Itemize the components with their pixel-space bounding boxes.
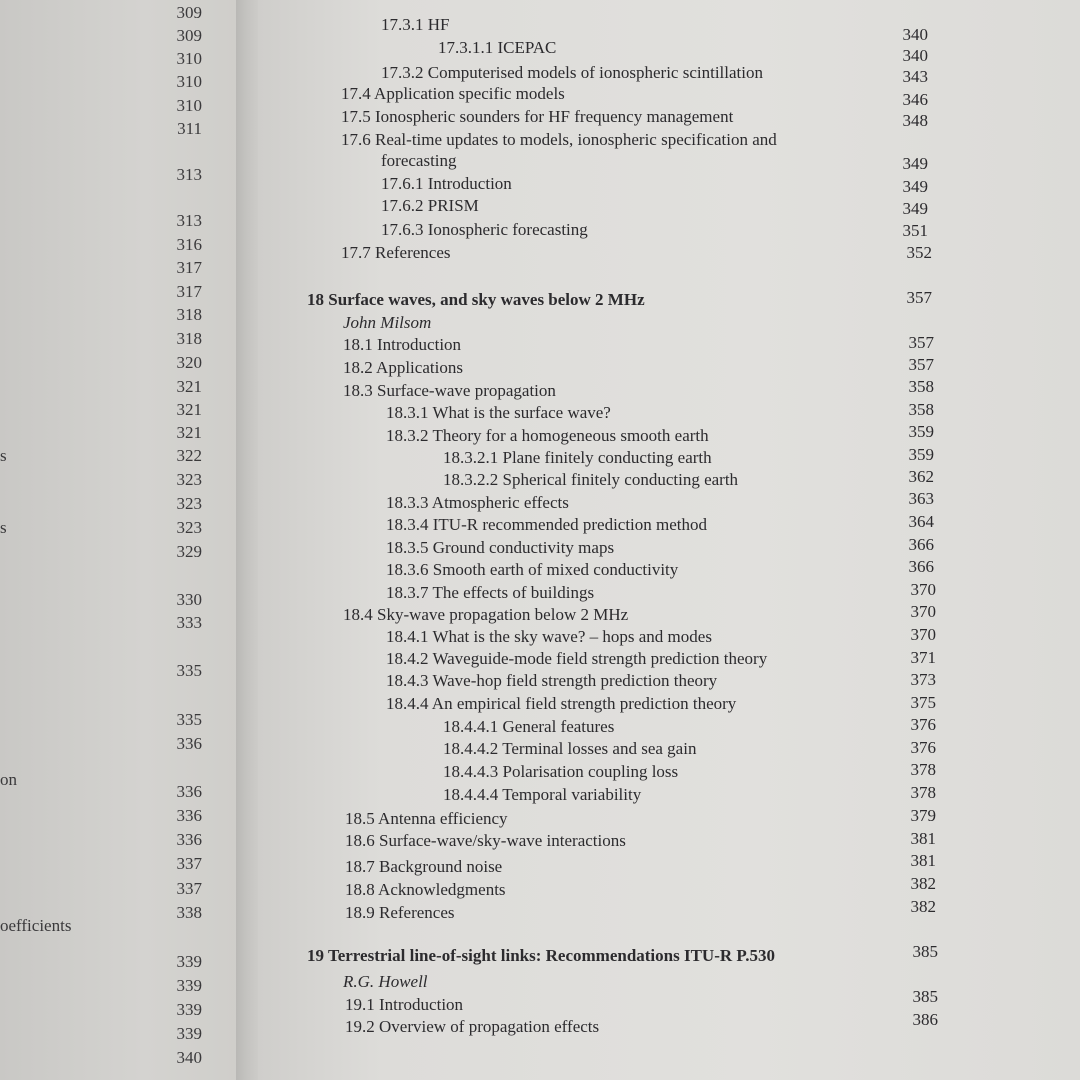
toc-author: R.G. Howell: [343, 972, 428, 991]
left-page-number: 338: [176, 903, 202, 922]
toc-page-number: 366: [908, 535, 934, 554]
left-page-number: 321: [176, 377, 202, 396]
toc-page-number: 346: [902, 90, 928, 109]
toc-entry: 18.3 Surface-wave propagation: [343, 381, 556, 400]
left-page-number: 329: [176, 542, 202, 561]
toc-entry: 18.4.4 An empirical field strength prediction theory: [386, 694, 737, 713]
toc-entry: 18.4.2 Waveguide-mode field strength prediction theory: [386, 649, 768, 668]
toc-author: John Milsom: [343, 313, 432, 332]
toc-entry: 18.3.4 ITU-R recommended prediction method: [386, 515, 708, 534]
left-page-number: 310: [176, 96, 202, 115]
toc-entry: 18.9 References: [345, 903, 455, 922]
left-page-text-fragment: s: [0, 446, 7, 465]
toc-page-number: 362: [908, 467, 934, 486]
toc-entry: 18.3.5 Ground conductivity maps: [386, 538, 615, 557]
toc-entry: 17.4 Application specific models: [341, 84, 565, 103]
left-page-number: 323: [176, 470, 202, 489]
left-page-number: 323: [176, 494, 202, 513]
toc-entry: 18.5 Antenna efficiency: [345, 809, 508, 828]
toc-page-number: 340: [902, 46, 928, 65]
left-page-number: 337: [176, 854, 202, 873]
toc-page-number: 359: [908, 422, 934, 441]
toc-page-number: 352: [906, 243, 932, 262]
toc-entry: 18.7 Background noise: [345, 857, 503, 876]
left-page-number: 333: [176, 613, 202, 632]
toc-page-number: 348: [902, 111, 928, 130]
toc-entry: 17.3.1 HF: [381, 15, 450, 34]
toc-entry: 18.3.7 The effects of buildings: [386, 583, 595, 602]
left-page-number: 309: [176, 3, 202, 22]
toc-chapter-heading: 18 Surface waves, and sky waves below 2 MHz: [307, 290, 645, 309]
toc-page-number: 357: [906, 288, 932, 307]
toc-page-number: 358: [908, 377, 934, 396]
left-page-number: 330: [176, 590, 202, 609]
toc-page-number: 363: [908, 489, 934, 508]
toc-page-number: 371: [910, 648, 936, 667]
left-page-number: 335: [176, 661, 202, 680]
left-page-number: 335: [176, 710, 202, 729]
toc-page-number: 379: [910, 806, 936, 825]
toc-page-number: 370: [910, 625, 936, 644]
left-page-number: 336: [176, 806, 202, 825]
toc-page-number: 349: [902, 154, 928, 173]
toc-entry: 18.8 Acknowledgments: [345, 880, 506, 899]
toc-page-number: 359: [908, 445, 934, 464]
toc-entry: 18.1 Introduction: [343, 335, 462, 354]
left-page-text-fragment: s: [0, 518, 7, 537]
toc-entry: forecasting: [381, 151, 457, 170]
left-page-number: 339: [176, 976, 202, 995]
toc-page-number: 340: [902, 25, 928, 44]
toc-page-number: 357: [908, 355, 934, 374]
left-page-number: 337: [176, 879, 202, 898]
left-page-number: 323: [176, 518, 202, 537]
left-page-text-fragment: on: [0, 770, 17, 789]
toc-entry: 18.2 Applications: [343, 358, 463, 377]
toc-entry: 19.2 Overview of propagation effects: [345, 1017, 600, 1036]
toc-page-number: 382: [910, 897, 936, 916]
left-page-number: 317: [176, 282, 202, 301]
toc-entry: 18.4.4.3 Polarisation coupling loss: [443, 762, 679, 781]
toc-page-number: 386: [912, 1010, 938, 1029]
left-page-number: 318: [176, 329, 202, 348]
toc-entry: 17.3.2 Computerised models of ionospheric scintillation: [381, 63, 763, 82]
toc-entry: 18.3.2 Theory for a homogeneous smooth earth: [386, 426, 709, 445]
toc-entry: 17.6.1 Introduction: [381, 174, 512, 193]
left-page-number: 340: [176, 1048, 202, 1067]
toc-page-number: 375: [910, 693, 936, 712]
left-page-number: 322: [176, 446, 202, 465]
toc-entry: 18.3.1 What is the surface wave?: [386, 403, 611, 422]
left-page-number: 311: [177, 119, 202, 138]
left-page-number: 336: [176, 782, 202, 801]
toc-page-number: 351: [902, 221, 928, 240]
toc-page-number: 364: [908, 512, 934, 531]
left-page-number: 317: [176, 258, 202, 277]
toc-page-number: 381: [910, 829, 936, 848]
left-page-number: 321: [176, 423, 202, 442]
toc-page-number: 373: [910, 670, 936, 689]
left-page-number: 336: [176, 734, 202, 753]
toc-entry: 17.6 Real-time updates to models, ionospheric specification and: [341, 130, 777, 149]
toc-page-number: 376: [910, 738, 936, 757]
toc-page-number: 343: [902, 67, 928, 86]
toc-entry: 18.3.2.1 Plane finitely conducting earth: [443, 448, 712, 467]
toc-entry: 18.4.4.4 Temporal variability: [443, 785, 642, 804]
left-page-number: 310: [176, 72, 202, 91]
toc-entry: 18.3.3 Atmospheric effects: [386, 493, 569, 512]
toc-entry: 18.4 Sky-wave propagation below 2 MHz: [343, 605, 629, 624]
left-page-number: 321: [176, 400, 202, 419]
left-page-number: 313: [176, 165, 202, 184]
toc-entry: 17.3.1.1 ICEPAC: [438, 38, 557, 57]
toc-page-number: 385: [912, 987, 938, 1006]
toc-entry: 17.6.2 PRISM: [381, 196, 479, 215]
toc-entry: 19.1 Introduction: [345, 995, 464, 1014]
left-page-number: 339: [176, 952, 202, 971]
toc-page-number: 378: [910, 760, 936, 779]
toc-page-number: 381: [910, 851, 936, 870]
toc-page-number: 370: [910, 580, 936, 599]
left-page-number: 316: [176, 235, 202, 254]
left-page-number: 309: [176, 26, 202, 45]
left-page-number: 320: [176, 353, 202, 372]
toc-entry: 18.4.4.1 General features: [443, 717, 615, 736]
toc-entry: 18.4.4.2 Terminal losses and sea gain: [443, 739, 697, 758]
toc-entry: 17.6.3 Ionospheric forecasting: [381, 220, 588, 239]
toc-page-number: 358: [908, 400, 934, 419]
left-page-number: 336: [176, 830, 202, 849]
left-page-number: 339: [176, 1024, 202, 1043]
left-page-number: 318: [176, 305, 202, 324]
toc-entry: 17.7 References: [341, 243, 451, 262]
toc-entry: 18.4.3 Wave-hop field strength prediction theory: [386, 671, 718, 690]
toc-chapter-heading: 19 Terrestrial line-of-sight links: Recommendations ITU-R P.530: [307, 946, 775, 965]
toc-page-number: 378: [910, 783, 936, 802]
left-page-number: 339: [176, 1000, 202, 1019]
toc-entry: 18.3.2.2 Spherical finitely conducting earth: [443, 470, 739, 489]
toc-page-number: 357: [908, 333, 934, 352]
toc-page-number: 376: [910, 715, 936, 734]
toc-page-number: 366: [908, 557, 934, 576]
left-page-number: 313: [176, 211, 202, 230]
toc-page-number: 349: [902, 199, 928, 218]
toc-page-number: 370: [910, 602, 936, 621]
toc-entry: 18.3.6 Smooth earth of mixed conductivity: [386, 560, 679, 579]
left-page-text-fragment: oefficients: [0, 916, 72, 935]
toc-entry: 17.5 Ionospheric sounders for HF frequency management: [341, 107, 734, 126]
toc-page-number: 349: [902, 177, 928, 196]
toc-page-number: 385: [912, 942, 938, 961]
toc-entry: 18.4.1 What is the sky wave? – hops and modes: [386, 627, 712, 646]
left-page-number: 310: [176, 49, 202, 68]
toc-page-number: 382: [910, 874, 936, 893]
toc-entry: 18.6 Surface-wave/sky-wave interactions: [345, 831, 626, 850]
left-page: [0, 0, 240, 1080]
